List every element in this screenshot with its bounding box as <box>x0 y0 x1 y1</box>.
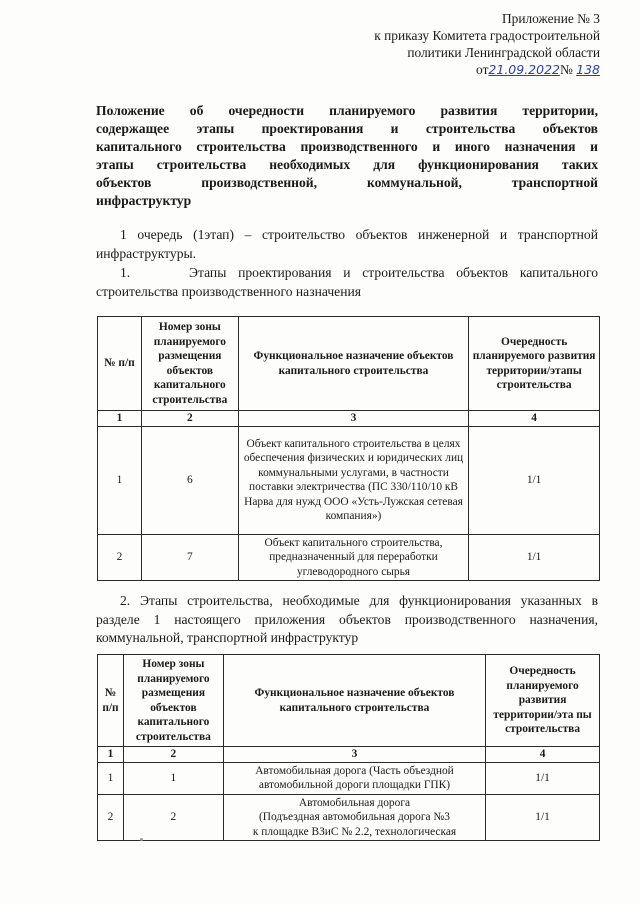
table-header-row <box>98 317 600 411</box>
table-row <box>98 762 600 794</box>
title-line: инфраструктур <box>96 193 192 208</box>
appendix-header <box>374 10 600 78</box>
title-line: объектов производственной, коммунальной, транспортной <box>96 175 598 190</box>
appendix-title: Приложение № 3 <box>501 11 600 26</box>
header-stage: Очередность планируемого развития территории/этапы строительства <box>469 317 600 411</box>
column-number: 4 <box>486 747 600 763</box>
handwritten-number: 138 <box>576 62 600 77</box>
paragraph-section-2: 2. Этапы строительства, необходимые для функционирования указанных в разделе 1 настоящего приложения объектов производственного назначения, коммунальной, транспортной инфраструктур <box>96 593 598 645</box>
table-row <box>98 794 600 841</box>
header-purpose: Функциональное назначение объектов капитального строительства <box>223 655 485 747</box>
column-number-row <box>98 411 600 427</box>
row-zone: 7 <box>141 534 238 581</box>
table-row <box>98 426 600 534</box>
purpose-line: к площадке ВЗиС № 2.2, технологическая <box>252 825 457 838</box>
row-number: 2 <box>98 534 142 581</box>
header-stage: Очередность планируемого развития территории/эта пы строительства <box>486 655 600 747</box>
title-line: капитального строительства производственного и иного назначения и <box>96 139 598 154</box>
handwritten-date: 21.09.2022 <box>488 62 560 77</box>
row-purpose: Объект капитального строительства в целях обеспечения физических и юридических лиц коммунальными услугами, в частности поставки электричества (ПС 330/110/10 кВ Нарва для нужд ООО «Усть-Лужская сетевая компания») <box>238 426 468 534</box>
column-number: 1 <box>98 747 124 763</box>
table-header-row <box>98 655 600 747</box>
table-infrastructure-objects <box>97 654 600 841</box>
row-stage: 1/1 <box>469 426 600 534</box>
header-zone: Номер зоны планируемого размещения объектов капитального строительства <box>141 317 238 411</box>
row-zone: 6 <box>141 426 238 534</box>
scan-speck <box>140 838 143 841</box>
from-label: от <box>476 62 489 77</box>
header-purpose: Функциональное назначение объектов капитального строительства <box>238 317 468 411</box>
title-line: этапы строительства необходимых для функционирования таких <box>96 157 598 172</box>
row-number: 1 <box>98 762 124 794</box>
title-line: содержащее этапы проектирования и строительства объектов <box>96 121 598 136</box>
column-number: 1 <box>98 411 142 427</box>
appendix-order-ref: к приказу Комитета градостроительной <box>374 28 600 43</box>
title-line: Положение об очередности планируемого развития территории, <box>96 103 598 118</box>
column-number: 2 <box>141 411 238 427</box>
row-purpose: Автомобильная дорога (Часть объездной автомобильной дороги площадки ГПК) <box>223 762 485 794</box>
row-zone: 2 <box>123 794 223 841</box>
header-number: № п/п <box>98 317 142 411</box>
table-production-objects <box>97 316 600 581</box>
row-stage: 1/1 <box>486 794 600 841</box>
column-number: 2 <box>123 747 223 763</box>
header-zone: Номер зоны планируемого размещения объектов капитального строительства <box>123 655 223 747</box>
row-purpose <box>223 794 485 841</box>
paragraph-stage: 1 очередь (1этап) – строительство объектов инженерной и транспортной инфраструктуры. <box>96 227 598 261</box>
document-title <box>96 102 598 210</box>
table-row <box>98 534 600 581</box>
header-number: № п/п <box>98 655 124 747</box>
number-label: № <box>560 62 573 77</box>
row-zone: 1 <box>123 762 223 794</box>
row-number: 2 <box>98 794 124 841</box>
row-stage: 1/1 <box>486 762 600 794</box>
appendix-committee: политики Ленинградской области <box>407 45 600 60</box>
paragraph-section-1: 1. Этапы проектирования и строительства объектов капитального строительства производственного назначения <box>96 265 598 299</box>
row-purpose: Объект капитального строительства, предназначенный для переработки углеводородного сырья <box>238 534 468 581</box>
column-number: 3 <box>238 411 468 427</box>
row-stage: 1/1 <box>469 534 600 581</box>
purpose-line: (Подъездная автомобильная дорога №3 <box>258 811 450 823</box>
column-number: 4 <box>469 411 600 427</box>
purpose-line: Автомобильная дорога <box>298 796 411 809</box>
row-number: 1 <box>98 426 142 534</box>
column-number-row <box>98 747 600 763</box>
appendix-date-line <box>374 61 600 78</box>
column-number: 3 <box>223 747 485 763</box>
